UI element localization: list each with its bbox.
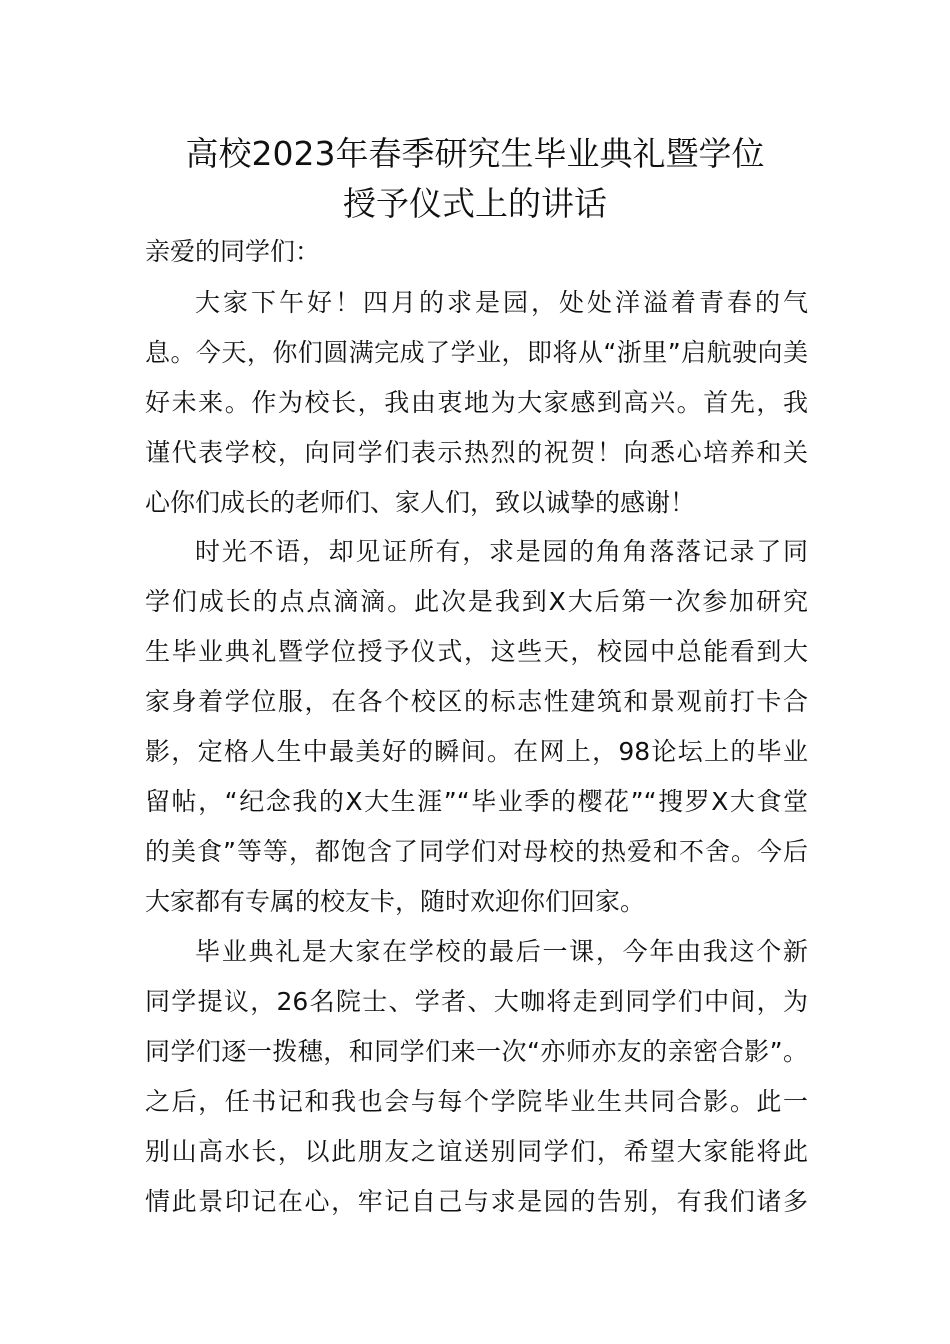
paragraph-2-line-5: 影，定格人生中最美好的瞬间。在网上，98论坛上的毕业 <box>145 737 808 766</box>
paragraph-3-line-4: 之后，任书记和我也会与每个学院毕业生共同合影。此一 <box>145 1087 808 1116</box>
paragraph-2-line-1: 时光不语，却见证所有，求是园的角角落落记录了同 <box>195 537 808 566</box>
document-title-line-2: 授予仪式上的讲话 <box>343 184 607 223</box>
paragraph-3-line-1: 毕业典礼是大家在学校的最后一课，今年由我这个新 <box>195 937 808 966</box>
paragraph-2-line-6: 留帖，“纪念我的X大生涯”“毕业季的樱花”“搜罗X大食堂 <box>145 787 808 816</box>
paragraph-3-line-2: 同学提议，26名院士、学者、大咖将走到同学们中间，为 <box>145 987 808 1016</box>
paragraph-3-line-6: 情此景印记在心，牢记自己与求是园的告别，有我们诸多 <box>145 1187 808 1216</box>
paragraph-1-line-1: 大家下午好！四月的求是园，处处洋溢着青春的气 <box>195 288 808 317</box>
paragraph-1-line-4: 谨代表学校，向同学们表示热烈的祝贺！向悉心培养和关 <box>145 438 808 467</box>
paragraph-3-line-3: 同学们逐一拨穗，和同学们来一次“亦师亦友的亲密合影”。 <box>145 1037 808 1066</box>
paragraph-1-line-3: 好未来。作为校长，我由衷地为大家感到高兴。首先，我 <box>145 388 808 417</box>
paragraph-2-line-7: 的美食”等等，都饱含了同学们对母校的热爱和不舍。今后 <box>145 837 808 866</box>
paragraph-1-line-2: 息。今天，你们圆满完成了学业，即将从“浙里”启航驶向美 <box>145 338 808 367</box>
paragraph-1-line-5: 心你们成长的老师们、家人们，致以诚挚的感谢！ <box>145 488 696 517</box>
document-title-line-1: 高校2023年春季研究生毕业典礼暨学位 <box>185 134 765 173</box>
paragraph-2-line-2: 学们成长的点点滴滴。此次是我到X大后第一次参加研究 <box>145 587 808 616</box>
paragraph-2-line-3: 生毕业典礼暨学位授予仪式，这些天，校园中总能看到大 <box>145 637 808 666</box>
paragraph-3-line-5: 别山高水长，以此朋友之谊送别同学们，希望大家能将此 <box>145 1137 808 1166</box>
paragraph-2-line-4: 家身着学位服，在各个校区的标志性建筑和景观前打卡合 <box>145 687 808 716</box>
paragraph-2-line-8: 大家都有专属的校友卡，随时欢迎你们回家。 <box>145 887 646 916</box>
salutation: 亲爱的同学们： <box>145 237 321 266</box>
